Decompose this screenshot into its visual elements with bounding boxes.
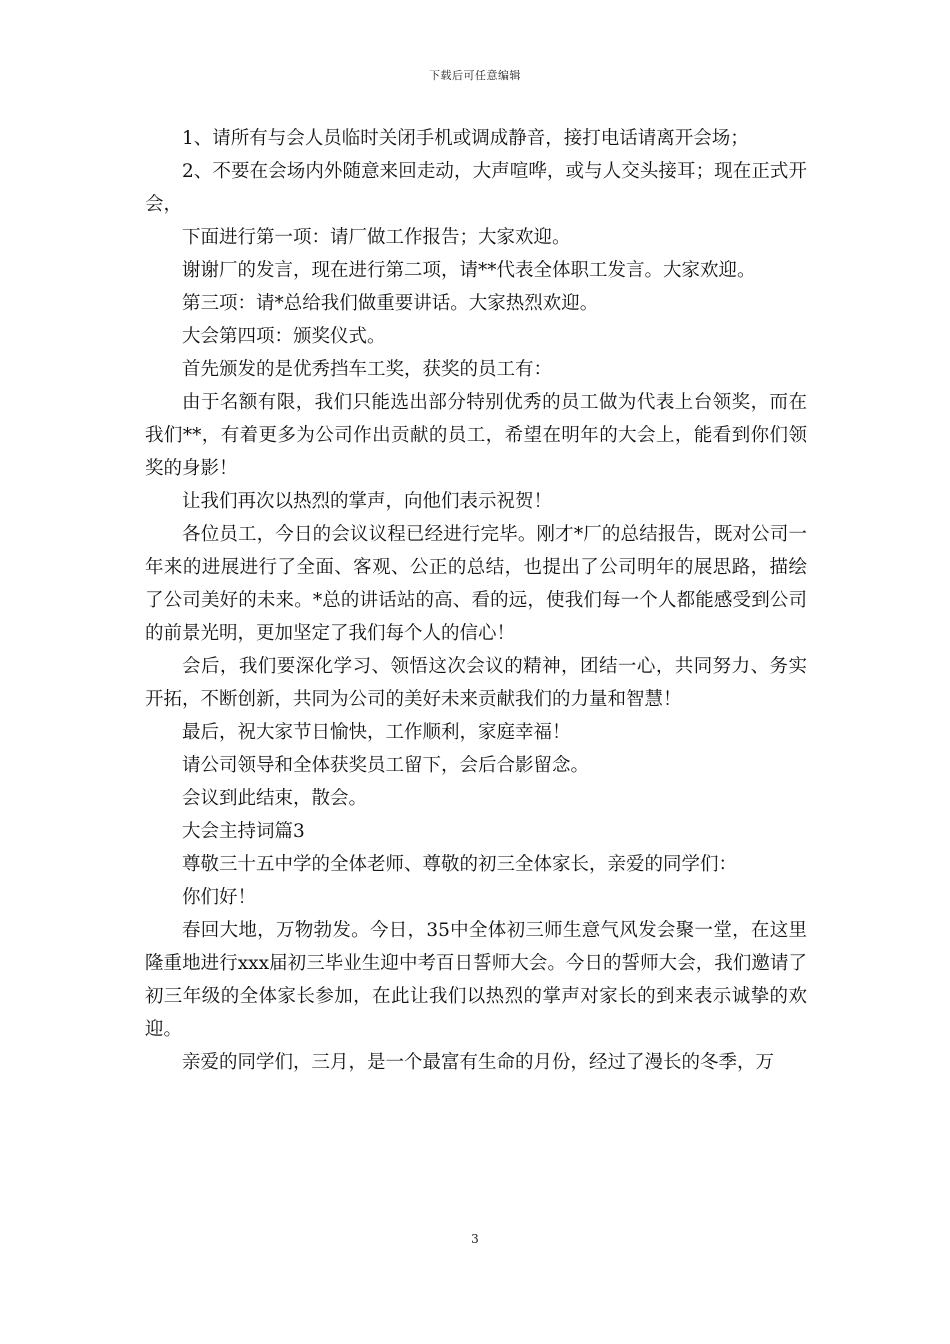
paragraph: 2、不要在会场内外随意来回走动，大声喧哗，或与人交头接耳；现在正式开会， (145, 161, 807, 215)
paragraph: 亲爱的同学们，三月，是一个最富有生命的月份，经过了漫长的冬季，万 (182, 1052, 775, 1073)
paragraph: 谢谢厂的发言，现在进行第二项，请**代表全体职工发言。大家欢迎。 (182, 260, 756, 281)
paragraph: 尊敬三十五中学的全体老师、尊敬的初三全体家长，亲爱的同学们： (182, 854, 738, 875)
document-body (145, 122, 807, 1079)
paragraph: 会议到此结束，散会。 (182, 788, 368, 809)
paragraph: 由于名额有限，我们只能选出部分特别优秀的员工做为代表上台领奖，而在我们**，有着更多为公司作出贡献的员工，希望在明年的大会上，能看到你们领奖的身影！ (145, 392, 807, 479)
paragraph: 会后，我们要深化学习、领悟这次会议的精神，团结一心，共同努力、务实开拓，不断创新，共同为公司的美好未来贡献我们的力量和智慧！ (145, 656, 807, 710)
paragraph: 请公司领导和全体获奖员工留下，会后合影留念。 (182, 755, 590, 776)
paragraph: 第三项：请*总给我们做重要讲话。大家热烈欢迎。 (182, 293, 599, 314)
page-number: 3 (471, 1232, 479, 1246)
paragraph: 首先颁发的是优秀挡车工奖，获奖的员工有： (182, 359, 553, 380)
paragraph: 大会第四项：颁奖仪式。 (182, 326, 386, 347)
paragraph: 最后，祝大家节日愉快，工作顺利，家庭幸福！ (182, 722, 571, 743)
paragraph: 各位员工，今日的会议议程已经进行完毕。刚才*厂的总结报告，既对公司一年来的进展进行了全面、客观、公正的总结，也提出了公司明年的展思路，描绘了公司美好的未来。*总的讲话站的高、看的远，使我们每一个人都能感受到公司的前景光明，更加坚定了我们每个人的信心！ (145, 524, 807, 644)
paragraph: 春回大地，万物勃发。今日，35中全体初三师生意气风发会聚一堂，在这里隆重地进行xxx届初三毕业生迎中考百日誓师大会。今日的誓师大会，我们邀请了初三年级的全体家长参加，在此让我们以热烈的掌声对家长的到来表示诚挚的欢迎。 (145, 920, 807, 1040)
header-note: 下载后可任意编辑 (429, 69, 521, 82)
paragraph: 你们好！ (182, 887, 257, 908)
paragraph: 让我们再次以热烈的掌声，向他们表示祝贺！ (182, 491, 553, 512)
paragraph: 1、请所有与会人员临时关闭手机或调成静音，接打电话请离开会场； (182, 128, 749, 149)
paragraph: 下面进行第一项：请厂做工作报告；大家欢迎。 (182, 227, 571, 248)
section-heading: 大会主持词篇3 (182, 821, 305, 842)
